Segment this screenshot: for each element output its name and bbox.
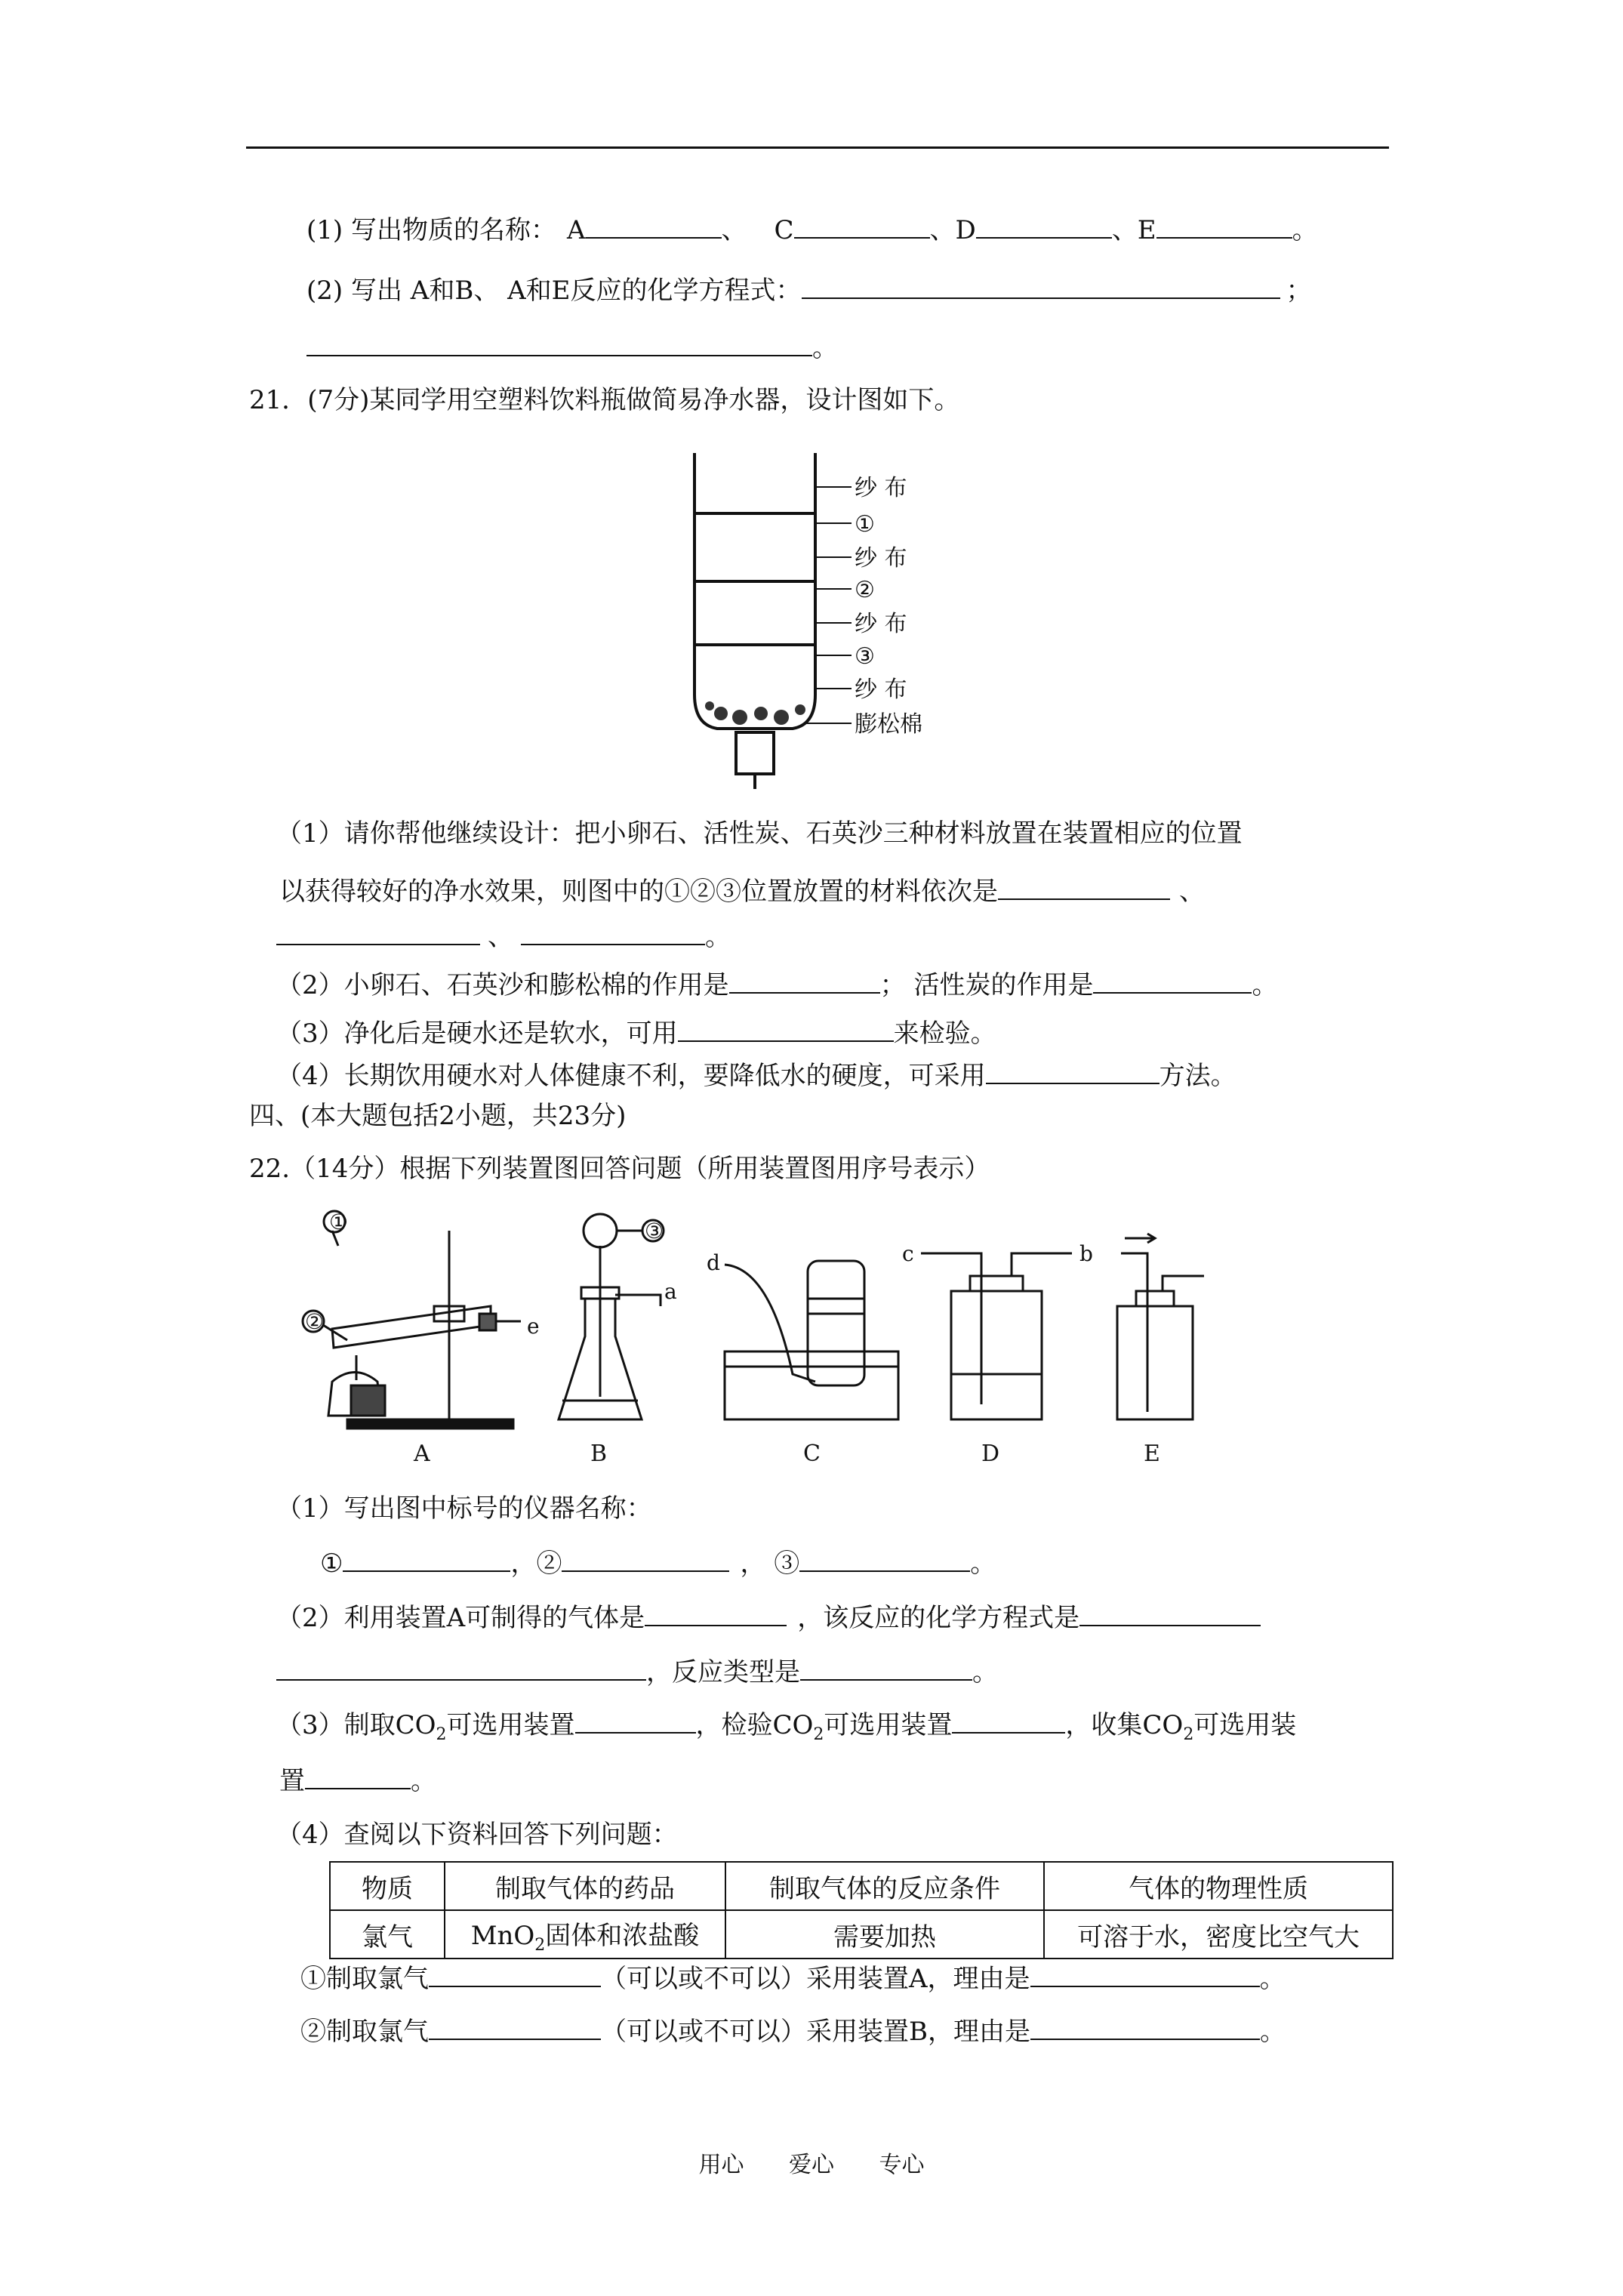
test-tube xyxy=(332,1306,491,1348)
blank-item2-reason[interactable] xyxy=(1030,2016,1260,2040)
label-gauze-3: 纱 布 xyxy=(855,611,907,637)
marker-b: b xyxy=(1079,1241,1093,1266)
table-header: 制取气体的反应条件 xyxy=(725,1862,1044,1910)
blank-a[interactable] xyxy=(586,214,722,239)
label-gauze-2: 纱 布 xyxy=(855,545,907,572)
label-cotton: 膨松棉 xyxy=(855,711,922,738)
label-e: E xyxy=(1144,1441,1160,1467)
q21-sub3: （3）净化后是硬水还是软水，可用 来检验。 xyxy=(276,1019,996,1049)
table-cell-condition: 需要加热 xyxy=(725,1910,1044,1959)
q22-sub3-line2: 置 。 xyxy=(279,1766,436,1796)
q22-title: 22.（14分）根据下列装置图回答问题（所用装置图用序号表示） xyxy=(249,1154,990,1184)
q22-sub4: （4）查阅以下资料回答下列问题： xyxy=(276,1820,678,1850)
apparatus-e xyxy=(1117,1234,1204,1419)
blank-item1-answer[interactable] xyxy=(429,1963,601,1987)
water-filter-figure xyxy=(664,445,966,793)
apparatus-b xyxy=(559,1214,664,1419)
marker-e: e xyxy=(527,1314,540,1339)
marker-d: d xyxy=(707,1250,720,1275)
blank-equation-2[interactable] xyxy=(306,332,812,356)
blank-d[interactable] xyxy=(976,214,1112,239)
blank-item2-answer[interactable] xyxy=(429,2016,601,2040)
q22-sub1-blanks: ① ，② ， ③ 。 xyxy=(320,1549,996,1579)
label-position-1: ① xyxy=(855,511,875,538)
apparatus-c xyxy=(725,1261,898,1419)
apparatus-d xyxy=(921,1253,1072,1419)
section-4-heading: 四、(本大题包括2小题，共23分) xyxy=(249,1101,627,1131)
blank-instrument-1[interactable] xyxy=(343,1548,510,1572)
label-b: B xyxy=(590,1441,608,1467)
q20-sub2: (2) 写出 A和B、 A和E反应的化学方程式： ； xyxy=(306,276,1312,306)
blank-equation-1[interactable] xyxy=(802,275,1280,299)
table-header: 气体的物理性质 xyxy=(1044,1862,1393,1910)
marker-c: c xyxy=(902,1241,914,1266)
blank-equation-a[interactable] xyxy=(1079,1602,1261,1626)
table-row xyxy=(330,1910,1393,1959)
blank-reaction-type[interactable] xyxy=(800,1657,972,1681)
blank-instrument-3[interactable] xyxy=(799,1548,970,1572)
bottle-cap xyxy=(736,732,774,774)
q21-sub1-line3: 、 。 xyxy=(276,921,731,953)
q22-sub2: （2）利用装置A可制得的气体是 ，该反应的化学方程式是 xyxy=(276,1602,1261,1634)
label-position-2: ② xyxy=(855,577,875,603)
q21-sub1-line1: （1）请你帮他继续设计：把小卵石、活性炭、石英沙三种材料放置在装置相应的位置 xyxy=(276,818,1243,849)
washing-bottle xyxy=(951,1291,1042,1419)
apparatus-a xyxy=(303,1211,521,1428)
q22-sub2-line2: ，反应类型是 。 xyxy=(276,1657,998,1688)
blank-carbon-function[interactable] xyxy=(1093,969,1252,994)
q22-item1: ①制取氯气 （可以或不可以）采用装置A，理由是 。 xyxy=(300,1964,1286,1994)
blank-material-2[interactable] xyxy=(276,921,480,945)
q22-sub1: （1）写出图中标号的仪器名称： xyxy=(276,1493,652,1524)
blank-instrument-2[interactable] xyxy=(562,1548,729,1572)
apparatus-figure xyxy=(287,1200,1223,1472)
blank-co2-test[interactable] xyxy=(952,1709,1065,1734)
label-d: D xyxy=(981,1441,1000,1467)
q20-sub2-line2: 。 xyxy=(306,332,838,364)
marker-a: a xyxy=(664,1279,677,1304)
q21-sub2: （2）小卵石、石英沙和膨松棉的作用是 ； 活性炭的作用是 。 xyxy=(276,970,1278,1000)
blank-pebble-function[interactable] xyxy=(729,969,880,994)
marker-1: ① xyxy=(329,1210,349,1234)
q20-sub1: (1) 写出物质的名称： A 、 C 、D 、E 。 xyxy=(306,215,1318,245)
label-a: A xyxy=(414,1441,430,1467)
label-c: C xyxy=(803,1441,821,1467)
blank-test-reagent[interactable] xyxy=(678,1018,894,1042)
table-cell-substance: 氯气 xyxy=(330,1910,445,1959)
funnel-bulb xyxy=(584,1214,617,1247)
blank-co2-collect[interactable] xyxy=(305,1765,411,1789)
blank-e[interactable] xyxy=(1156,214,1292,239)
q22-item2: ②制取氯气 （可以或不可以）采用装置B，理由是 。 xyxy=(300,2017,1286,2047)
page-footer: 用心 爱心 专心 xyxy=(698,2152,925,2178)
table-cell-property: 可溶于水，密度比空气大 xyxy=(1044,1910,1393,1959)
label-gauze-4: 纱 布 xyxy=(855,676,907,703)
label-gauze-1: 纱 布 xyxy=(855,475,907,501)
bottle-outline xyxy=(694,453,815,729)
q21-title: 21．(7分)某同学用空塑料饮料瓶做简易净水器，设计图如下。 xyxy=(249,385,960,415)
q22-sub3: （3）制取$CO_2$可选用装置 ，检验$CO_2$可选用装置 ，收集$CO_2$可选用装 xyxy=(276,1710,1297,1744)
header-rule xyxy=(246,146,1389,149)
blank-item1-reason[interactable] xyxy=(1030,1963,1260,1987)
water-trough xyxy=(725,1351,898,1419)
table-cell-reagent: MnO$_2$固体和浓盐酸 xyxy=(445,1910,725,1959)
cotton-pebbles xyxy=(705,701,805,725)
blank-c[interactable] xyxy=(794,214,930,239)
label-position-3: ③ xyxy=(855,643,875,670)
blank-material-3[interactable] xyxy=(521,921,705,945)
blank-material-1[interactable] xyxy=(998,876,1170,900)
q21-sub4: （4）长期饮用硬水对人体健康不利，要降低水的硬度，可采用 方法。 xyxy=(276,1061,1236,1091)
q21-sub1-line2: 以获得较好的净水效果，则图中的①②③位置放置的材料依次是 、 xyxy=(279,877,1205,907)
table-header-row xyxy=(330,1862,1393,1910)
table-header: 制取气体的药品 xyxy=(445,1862,725,1910)
chlorine-data-table xyxy=(329,1861,1394,1959)
blank-co2-generate[interactable] xyxy=(575,1709,696,1734)
blank-gas-a[interactable] xyxy=(645,1602,787,1626)
collecting-bottle xyxy=(1117,1306,1193,1419)
blank-softening-method[interactable] xyxy=(986,1060,1160,1084)
table-header: 物质 xyxy=(330,1862,445,1910)
marker-2: ② xyxy=(305,1309,325,1334)
delivery-tube xyxy=(725,1265,815,1382)
blank-equation-a-cont[interactable] xyxy=(276,1657,646,1681)
marker-3: ③ xyxy=(645,1219,664,1244)
